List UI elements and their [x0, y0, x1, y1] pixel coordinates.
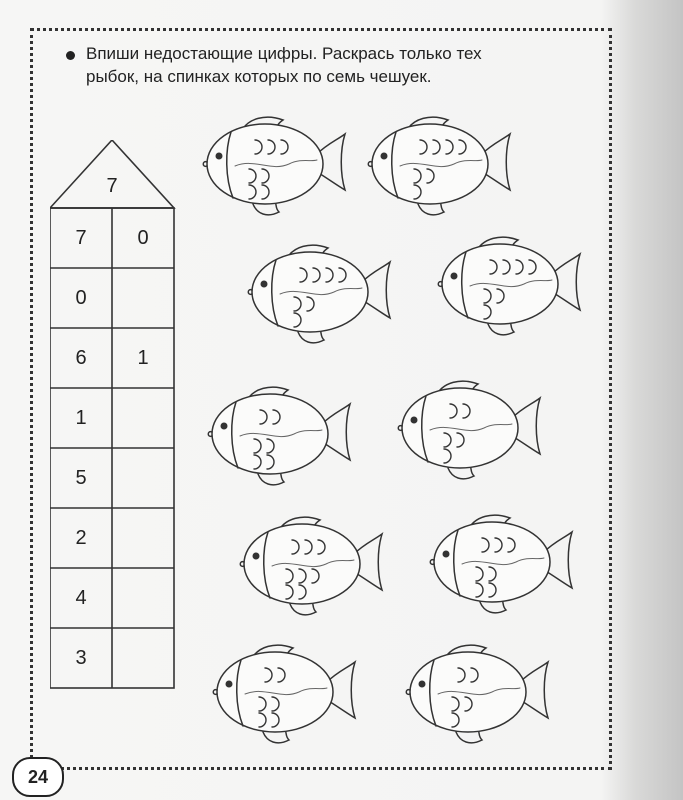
- house-cell-right[interactable]: 0: [137, 226, 149, 249]
- fish-drawing[interactable]: [200, 382, 360, 492]
- fish-drawing[interactable]: [422, 510, 582, 620]
- house-cell-left[interactable]: 2: [75, 526, 87, 549]
- house-cell-left[interactable]: 3: [75, 646, 87, 669]
- fish-drawing[interactable]: [232, 512, 392, 622]
- fish-drawing[interactable]: [430, 232, 590, 342]
- bullet-icon: [66, 51, 75, 60]
- house-cell-left[interactable]: 7: [75, 226, 87, 249]
- house-cell-right[interactable]: [112, 508, 174, 568]
- house-cell-right[interactable]: [112, 568, 174, 628]
- fish-drawing[interactable]: [195, 112, 355, 222]
- house-cell-left[interactable]: 6: [75, 346, 87, 369]
- house-cell-left[interactable]: 1: [75, 406, 87, 429]
- house-cell-right[interactable]: [112, 448, 174, 508]
- fish-drawing[interactable]: [360, 112, 520, 222]
- house-cell-right[interactable]: [112, 388, 174, 448]
- fish-drawing[interactable]: [390, 376, 550, 486]
- instruction-line-2: рыбок, на спинках которых по семь чешуек.: [86, 67, 432, 86]
- roof-number: 7: [106, 174, 118, 197]
- house-cell-right[interactable]: [112, 268, 174, 328]
- page-number: 24: [12, 757, 64, 797]
- house-cell-left[interactable]: 0: [75, 286, 87, 309]
- house-cell-right[interactable]: [112, 628, 174, 688]
- fish-drawing[interactable]: [398, 640, 558, 750]
- house-cell-right[interactable]: 1: [137, 346, 149, 369]
- fish-drawing[interactable]: [205, 640, 365, 750]
- task-instruction: [70, 42, 610, 88]
- house-cell-left[interactable]: 5: [75, 466, 87, 489]
- fish-drawing[interactable]: [240, 240, 400, 350]
- house-cell-left[interactable]: 4: [75, 586, 87, 609]
- instruction-line-1: Впиши недостающие цифры. Раскрась только тех: [86, 44, 482, 63]
